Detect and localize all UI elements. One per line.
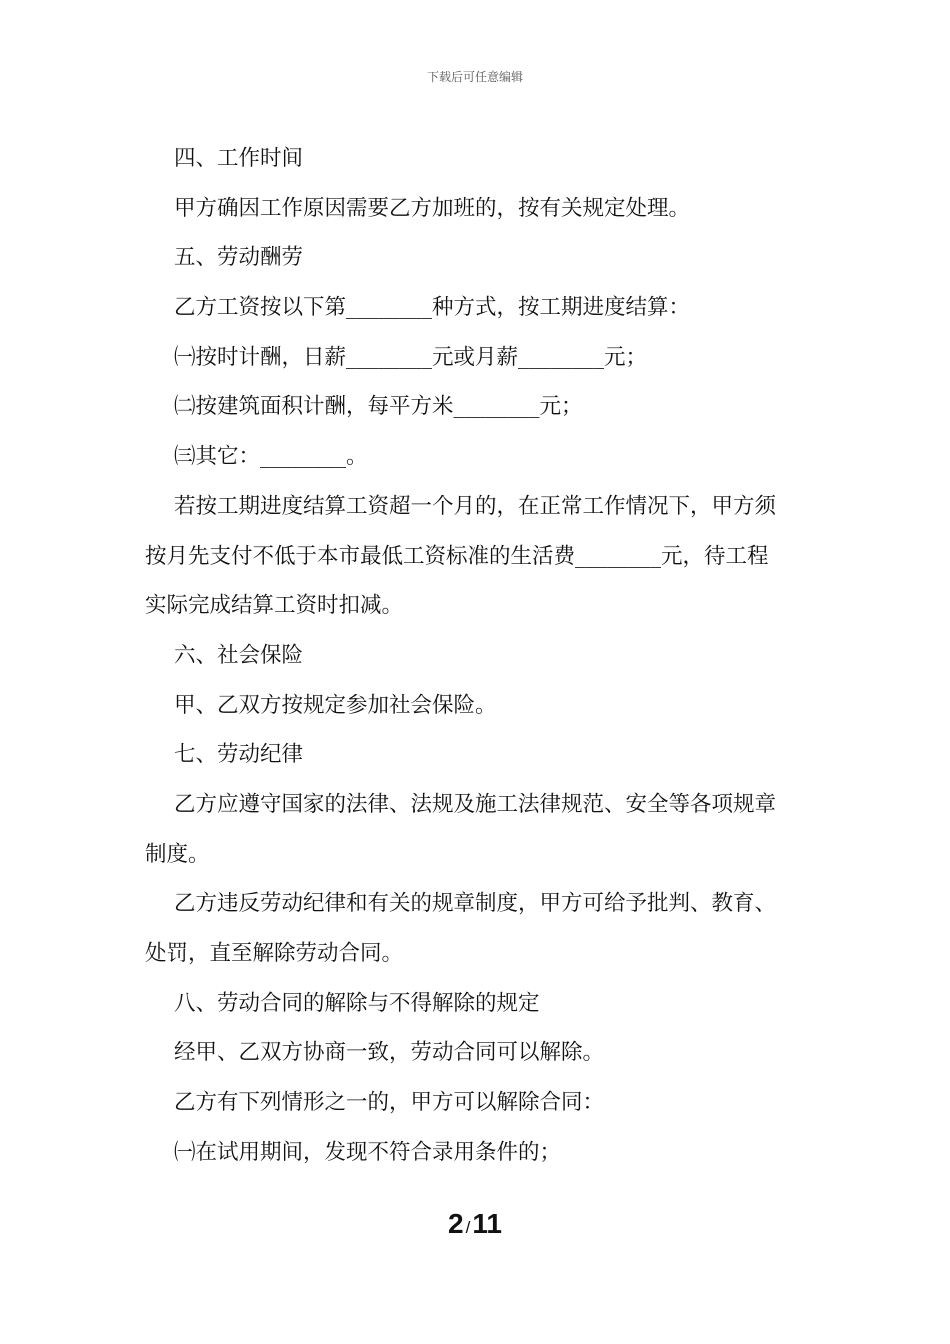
document-line: 五、劳动酬劳 xyxy=(174,245,304,271)
document-line: 乙方违反劳动纪律和有关的规章制度，甲方可给予批判、教育、 xyxy=(174,891,777,917)
document-line: 经甲、乙双方协商一致，劳动合同可以解除。 xyxy=(174,1040,605,1066)
document-line: 制度。 xyxy=(145,841,210,867)
document-line: 六、社会保险 xyxy=(174,642,304,668)
document-line: 乙方有下列情形之一的，甲方可以解除合同： xyxy=(174,1090,605,1116)
document-line: ㈠在试用期间，发现不符合录用条件的； xyxy=(174,1139,562,1165)
document-line: 若按工期进度结算工资超一个月的，在正常工作情况下，甲方须 xyxy=(174,493,777,519)
document-line: 甲、乙双方按规定参加社会保险。 xyxy=(174,692,497,718)
page-number xyxy=(0,1208,950,1240)
document-line: 按月先支付不低于本市最低工资标准的生活费________元，待工程 xyxy=(145,543,769,569)
document-line: ㈢其它：________。 xyxy=(174,444,368,470)
document-line: 八、劳动合同的解除与不得解除的规定 xyxy=(174,990,540,1016)
page-separator: / xyxy=(465,1218,471,1237)
document-line: 甲方确因工作原因需要乙方加班的，按有关规定处理。 xyxy=(174,195,691,221)
page-current: 2 xyxy=(448,1208,464,1239)
document-line: 四、工作时间 xyxy=(174,146,304,171)
header-note: 下载后可任意编辑 xyxy=(426,70,523,84)
document-line: 处罚，直至解除劳动合同。 xyxy=(145,941,404,966)
document-body xyxy=(145,134,810,1177)
page-total: 11 xyxy=(472,1208,502,1239)
document-line: 实际完成结算工资时扣减。 xyxy=(145,593,404,619)
document-line: ㈡按建筑面积计酬，每平方米________元； xyxy=(174,394,583,420)
document-line: 乙方应遵守国家的法律、法规及施工法律规范、安全等各项规章 xyxy=(174,791,777,817)
document-line: 乙方工资按以下第________种方式，按工期进度结算： xyxy=(174,295,691,321)
document-line: 七、劳动纪律 xyxy=(174,742,304,768)
document-line: ㈠按时计酬，日薪________元或月薪________元； xyxy=(174,344,648,370)
